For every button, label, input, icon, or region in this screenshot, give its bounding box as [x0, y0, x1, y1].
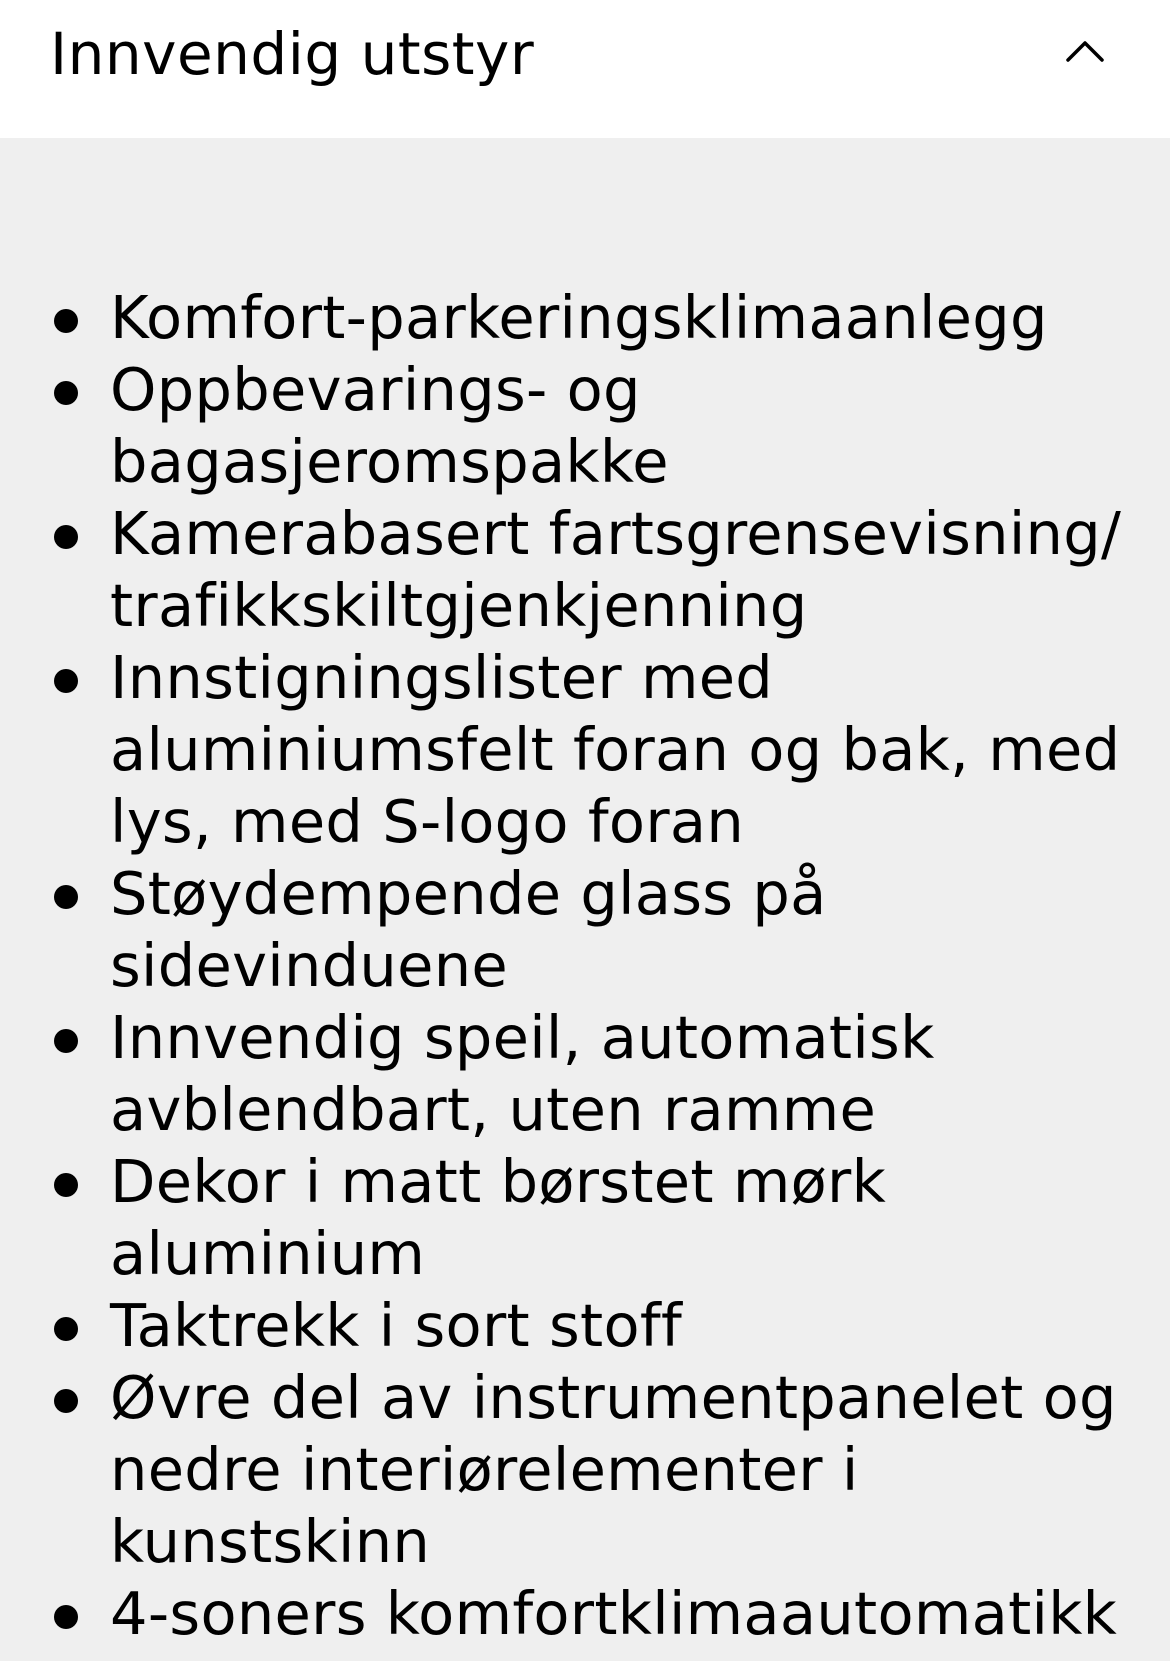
list-item	[0, 354, 1170, 498]
bullet-icon	[54, 1389, 78, 1413]
chevron-up-icon[interactable]	[1062, 30, 1108, 76]
feature-text: Øvre del av instrumentpanelet og nedre interiørelementer i kunstskinn	[110, 1363, 1117, 1576]
feature-text: 4-soners komfortklimaautomatikk	[110, 1579, 1118, 1648]
feature-text: Taktrekk i sort stoff	[110, 1291, 683, 1360]
list-item	[0, 1578, 1170, 1650]
feature-text: Innstigningslister med aluminiumsfelt foran og bak, med lys, med S-logo foran	[110, 643, 1121, 856]
list-item	[0, 858, 1170, 1002]
feature-text: Støydempende glass på sidevinduene	[110, 859, 827, 1000]
bullet-icon	[54, 885, 78, 909]
bullet-icon	[54, 1605, 78, 1629]
feature-text: Oppbevarings- og bagasjeromspakke	[110, 355, 669, 496]
bullet-icon	[54, 309, 78, 333]
section-title: Innvendig utstyr	[50, 20, 535, 88]
bullet-icon	[54, 1173, 78, 1197]
list-item	[0, 1146, 1170, 1290]
bullet-icon	[54, 525, 78, 549]
feature-list	[0, 282, 1170, 1650]
feature-text: Innvendig speil, automatisk avblendbart, uten ramme	[110, 1003, 935, 1144]
list-item	[0, 642, 1170, 858]
bullet-icon	[54, 1317, 78, 1341]
list-item	[0, 1290, 1170, 1362]
list-item	[0, 1002, 1170, 1146]
bullet-icon	[54, 669, 78, 693]
list-item	[0, 1362, 1170, 1578]
feature-text: Dekor i matt børstet mørk aluminium	[110, 1147, 887, 1288]
section-content	[0, 138, 1170, 1661]
section-header[interactable]	[0, 0, 1170, 138]
bullet-icon	[54, 1029, 78, 1053]
list-item	[0, 498, 1170, 642]
feature-text: Kamerabasert fartsgrensevisning/ trafikkskiltgjenkjenning	[110, 499, 1122, 640]
list-item	[0, 282, 1170, 354]
feature-text: Komfort-parkeringsklimaanlegg	[110, 283, 1048, 352]
bullet-icon	[54, 381, 78, 405]
